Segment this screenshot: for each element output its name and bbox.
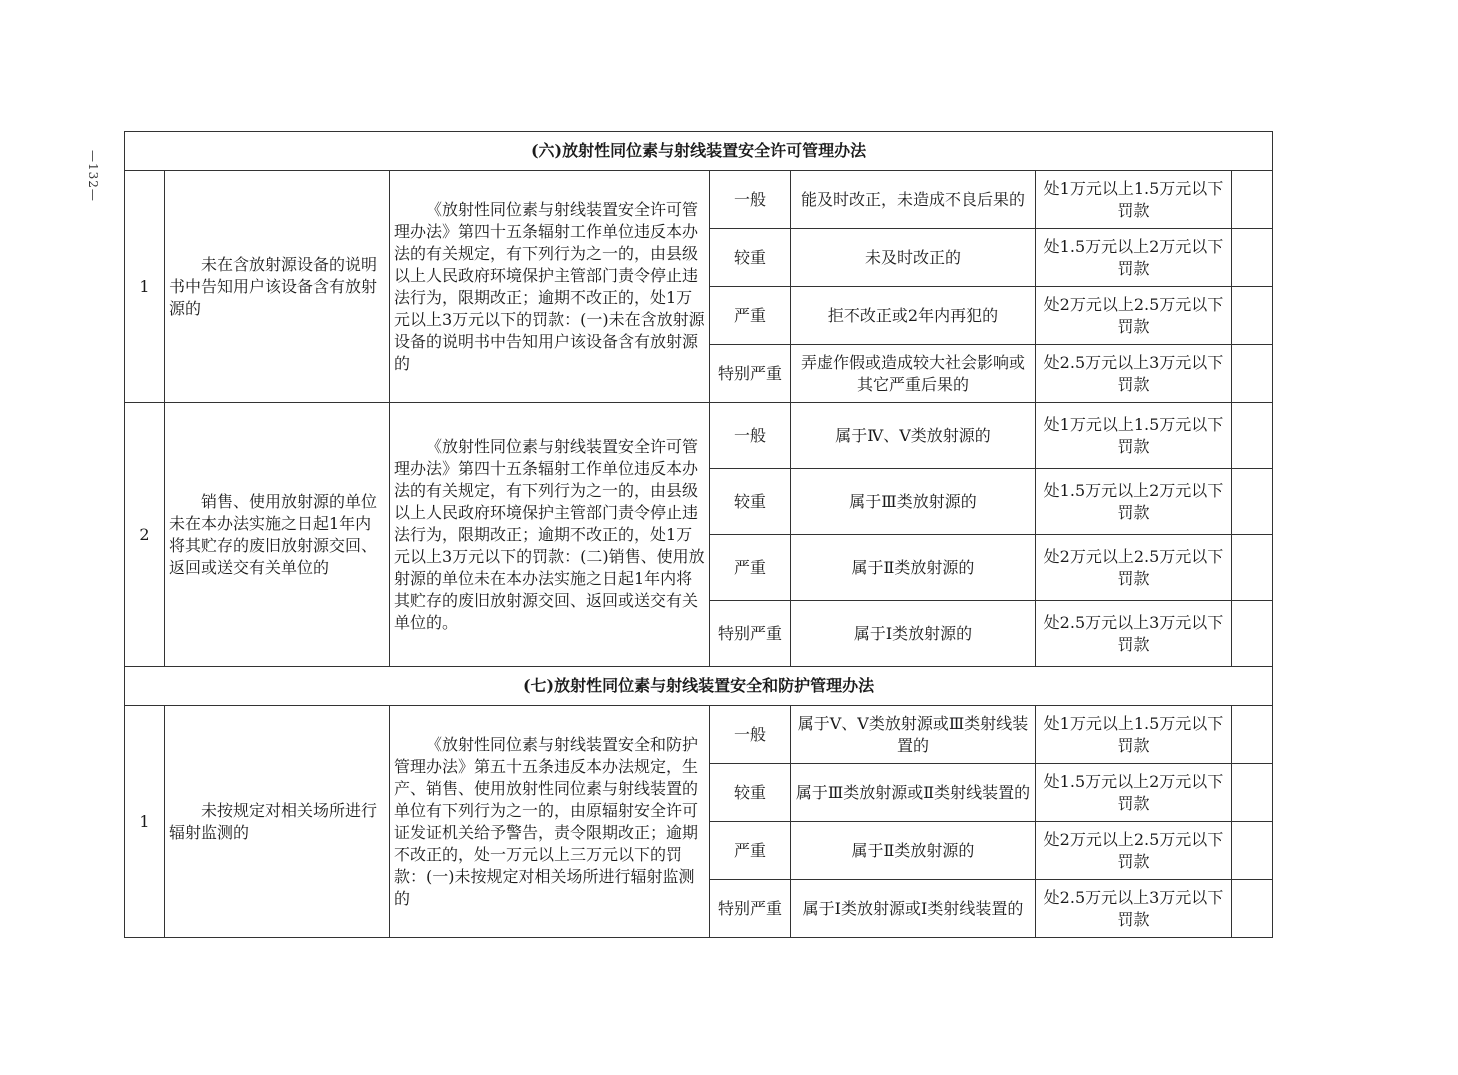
penalty: 处2.5万元以上3万元以下罚款: [1036, 601, 1232, 667]
penalty: 处1万元以上1.5万元以下罚款: [1036, 403, 1232, 469]
circumstance: 属于Ⅲ类放射源的: [791, 469, 1036, 535]
remark-cell: [1232, 403, 1273, 469]
severity-level: 严重: [710, 287, 791, 345]
penalty: 处1.5万元以上2万元以下罚款: [1036, 469, 1232, 535]
violation-behavior: 销售、使用放射源的单位未在本办法实施之日起1年内将其贮存的废旧放射源交回、返回或送交有关单位的: [165, 403, 390, 667]
remark-cell: [1232, 171, 1273, 229]
remark-cell: [1232, 345, 1273, 403]
legal-basis: 《放射性同位素与射线装置安全和防护管理办法》第五十五条违反本办法规定，生产、销售、使用放射性同位素与射线装置的单位有下列行为之一的，由原辐射安全许可证发证机关给予警告，责令限期改正；逾期不改正的，处一万元以上三万元以下的罚款：(一)未按规定对相关场所进行辐射监测的: [390, 706, 710, 938]
circumstance: 属于Ⅴ、Ⅴ类放射源或Ⅲ类射线装置的: [791, 706, 1036, 764]
remark-cell: [1232, 764, 1273, 822]
circumstance: 属于Ⅲ类放射源或Ⅱ类射线装置的: [791, 764, 1036, 822]
severity-level: 一般: [710, 706, 791, 764]
circumstance: 未及时改正的: [791, 229, 1036, 287]
severity-level: 一般: [710, 171, 791, 229]
item-number: 2: [125, 403, 165, 667]
severity-level: 特别严重: [710, 345, 791, 403]
violation-behavior: 未按规定对相关场所进行辐射监测的: [165, 706, 390, 938]
penalty: 处1万元以上1.5万元以下罚款: [1036, 171, 1232, 229]
item-number: 1: [125, 706, 165, 938]
penalty: 处2万元以上2.5万元以下罚款: [1036, 822, 1232, 880]
penalty: 处2.5万元以上3万元以下罚款: [1036, 880, 1232, 938]
remark-cell: [1232, 706, 1273, 764]
severity-level: 严重: [710, 822, 791, 880]
penalty: 处2万元以上2.5万元以下罚款: [1036, 535, 1232, 601]
penalty: 处1.5万元以上2万元以下罚款: [1036, 764, 1232, 822]
remark-cell: [1232, 535, 1273, 601]
severity-level: 特别严重: [710, 880, 791, 938]
remark-cell: [1232, 822, 1273, 880]
penalty: 处2万元以上2.5万元以下罚款: [1036, 287, 1232, 345]
remark-cell: [1232, 229, 1273, 287]
severity-level: 严重: [710, 535, 791, 601]
circumstance: 属于Ⅰ类放射源的: [791, 601, 1036, 667]
circumstance: 弄虚作假或造成较大社会影响或其它严重后果的: [791, 345, 1036, 403]
circumstance: 属于Ⅰ类放射源或Ⅰ类射线装置的: [791, 880, 1036, 938]
legal-basis: 《放射性同位素与射线装置安全许可管理办法》第四十五条辐射工作单位违反本办法的有关规定，有下列行为之一的，由县级以上人民政府环境保护主管部门责令停止违法行为，限期改正；逾期不改正的，处1万元以上3万元以下的罚款：(一)未在含放射源设备的说明书中告知用户该设备含有放射源的: [390, 171, 710, 403]
section-title: (六)放射性同位素与射线装置安全许可管理办法: [125, 132, 1273, 171]
violation-behavior: 未在含放射源设备的说明书中告知用户该设备含有放射源的: [165, 171, 390, 403]
severity-level: 一般: [710, 403, 791, 469]
circumstance: 属于Ⅳ、Ⅴ类放射源的: [791, 403, 1036, 469]
severity-level: 较重: [710, 469, 791, 535]
circumstance: 属于Ⅱ类放射源的: [791, 822, 1036, 880]
page-number: —132—: [86, 150, 100, 202]
legal-basis: 《放射性同位素与射线装置安全许可管理办法》第四十五条辐射工作单位违反本办法的有关规定，有下列行为之一的，由县级以上人民政府环境保护主管部门责令停止违法行为，限期改正；逾期不改正的，处1万元以上3万元以下的罚款：(二)销售、使用放射源的单位未在本办法实施之日起1年内将其贮存的废旧放射源交回、返回或送交有关单位的。: [390, 403, 710, 667]
severity-level: 较重: [710, 764, 791, 822]
circumstance: 拒不改正或2年内再犯的: [791, 287, 1036, 345]
item-number: 1: [125, 171, 165, 403]
remark-cell: [1232, 601, 1273, 667]
penalty: 处1.5万元以上2万元以下罚款: [1036, 229, 1232, 287]
section-title: (七)放射性同位素与射线装置安全和防护管理办法: [125, 667, 1273, 706]
penalty-table: [124, 131, 1273, 938]
penalty: 处2.5万元以上3万元以下罚款: [1036, 345, 1232, 403]
circumstance: 能及时改正，未造成不良后果的: [791, 171, 1036, 229]
remark-cell: [1232, 469, 1273, 535]
circumstance: 属于Ⅱ类放射源的: [791, 535, 1036, 601]
remark-cell: [1232, 287, 1273, 345]
severity-level: 特别严重: [710, 601, 791, 667]
remark-cell: [1232, 880, 1273, 938]
penalty: 处1万元以上1.5万元以下罚款: [1036, 706, 1232, 764]
severity-level: 较重: [710, 229, 791, 287]
